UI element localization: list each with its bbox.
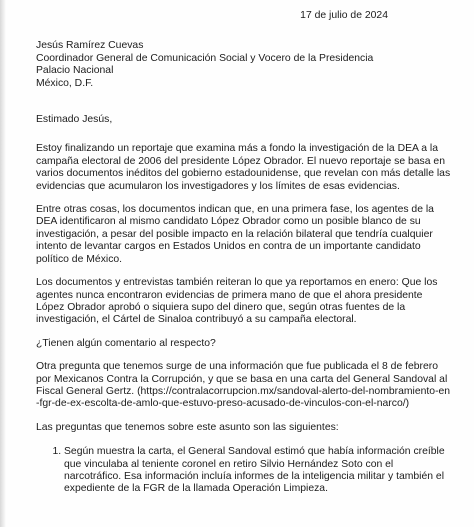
followup-text: Otra pregunta que tenemos surge de una información que fue publicada el 8 de febrero por Mexicanos Contra la Corrupción, y que se basa en una carta del General Sandoval al Fiscal General Gertz. (36, 361, 448, 397)
recipient-title: Coordinador General de Comunicación Social y Vocero de la Presidencia (36, 52, 374, 64)
recipient-city: México, D.F. (36, 77, 94, 89)
recipient-name: Jesús Ramírez Cuevas (36, 40, 144, 52)
paragraph-first-phase: Entre otras cosas, los documentos indican que, en una primera fase, los agentes de la DEA identificaron al mismo candidato López Obrador como un posible blanco de su investigación, a pesar del posible impacto en la relación bilateral que tendría cualquier intento de levantar cargos en Estados Unidos en contra de un importante candidato político de México. (36, 204, 434, 265)
salutation: Estimado Jesús, (36, 114, 113, 126)
questions-list (36, 446, 452, 496)
paragraph-comment-question: ¿Tienen algún comentario al respecto? (36, 337, 216, 349)
paragraph-followup (36, 361, 452, 411)
letter-date: 17 de julio de 2024 (300, 10, 388, 21)
question-item: 1. Según muestra la carta, el General Sandoval estimó que había información creíble que vinculaba al teniente coronel en retiro Silvio Hernández Soto con el narcotráfico. Esa información incluía informes de la inteligencia militar y también el expediente de la FGR de la llamada Operación Limpieza. (64, 446, 452, 496)
recipient-office: Palacio Nacional (36, 65, 114, 77)
letter-body (28, 0, 458, 496)
recipient-block (36, 40, 452, 90)
paragraph-investigation: Estoy finalizando un reportaje que examina más a fondo la investigación de la DEA a la campaña electoral de 2006 del presidente López Obrador. El nuevo reportaje se basa en varios documentos inéditos del gobierno estadounidense, que revelan con más detalle las evidencias que acumularon los investigadores y los límites de esas evidencias. (36, 143, 451, 192)
page-edge-shadow (0, 0, 6, 527)
source-url: (https://contralacorrupcion.mx/sandoval-alerto-del-nombramiento-en-fgr-de-ex-escolta-de-amlo-que-estuvo-preso-acusado-de-vinculos-con-el-narco/) (36, 385, 451, 410)
paragraph-documents: Los documentos y entrevistas también reiteran lo que ya reportamos en enero: Que los agentes nunca encontraron evidencias de primera mano de que el ahora presidente López Obrador aprobó o siquiera supo del dinero que, según otras fuentes de la investigación, el Cártel de Sinaloa contribuyó a su campaña electoral. (36, 277, 438, 326)
questions-intro: Las preguntas que tenemos sobre este asunto son las siguientes: (36, 421, 339, 433)
